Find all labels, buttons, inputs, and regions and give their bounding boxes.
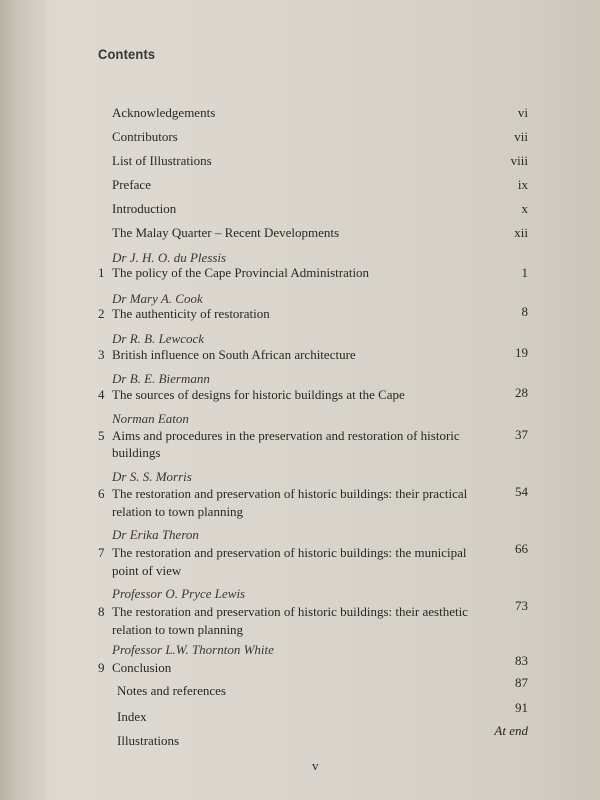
entry-title: List of Illustrations <box>112 153 212 168</box>
chapter-number: 7 <box>98 545 105 560</box>
chapter-title-continued: point of view <box>112 563 182 578</box>
chapter-title: The policy of the Cape Provincial Administration <box>112 265 370 280</box>
entry-page: 87 <box>515 675 528 690</box>
entry-page: ix <box>517 177 528 192</box>
chapter-author: Dr Mary A. Cook <box>112 291 203 306</box>
entry-title: Contributors <box>112 129 178 144</box>
chapter-title-continued: buildings <box>112 445 161 460</box>
entry-title: Preface <box>112 177 151 192</box>
entry-title: Illustrations <box>117 733 180 748</box>
chapter-page: 54 <box>515 484 528 499</box>
chapter-title: Conclusion <box>112 660 172 675</box>
chapter-page: 83 <box>515 653 528 668</box>
chapter-title: The sources of designs for historic buildings at the Cape <box>112 387 405 402</box>
binding-gutter <box>0 0 46 800</box>
chapter-author: Dr Erika Theron <box>112 527 199 542</box>
chapter-author: Dr S. S. Morris <box>112 469 192 484</box>
chapter-author: Dr B. E. Biermann <box>112 371 210 386</box>
chapter-page: 19 <box>515 345 528 360</box>
chapter-page: 28 <box>515 385 528 400</box>
entry-page: vii <box>514 129 528 144</box>
chapter-title: British influence on South African architecture <box>112 347 356 362</box>
chapter-number: 6 <box>98 486 105 501</box>
chapter-number: 4 <box>98 387 105 402</box>
chapter-author: Professor O. Pryce Lewis <box>112 586 246 601</box>
chapter-author: Professor L.W. Thornton White <box>112 642 274 657</box>
contents-heading: Contents <box>98 46 156 62</box>
chapter-page: 1 <box>521 265 528 280</box>
chapter-title: The authenticity of restoration <box>112 306 270 321</box>
chapter-title: The restoration and preservation of historic buildings: their practical <box>112 486 468 501</box>
chapter-author: Norman Eaton <box>112 411 189 426</box>
chapter-number: 8 <box>98 604 105 619</box>
chapter-author: Dr R. B. Lewcock <box>112 331 205 346</box>
entry-page: 91 <box>515 700 528 715</box>
chapter-page: 37 <box>515 427 528 442</box>
entry-page: x <box>521 201 528 216</box>
entry-page: At end <box>494 723 528 738</box>
entry-page: vi <box>517 105 528 120</box>
entry-title: Acknowledgements <box>112 105 216 120</box>
chapter-title: The restoration and preservation of historic buildings: the municipal <box>112 545 467 560</box>
chapter-page: 66 <box>515 541 528 556</box>
chapter-title: The restoration and preservation of historic buildings: their aesthetic <box>112 604 468 619</box>
chapter-title-continued: relation to town planning <box>112 504 244 519</box>
chapter-page: 73 <box>515 598 528 613</box>
chapter-number: 3 <box>98 347 105 362</box>
entry-title: Index <box>117 709 147 724</box>
entry-title: The Malay Quarter – Recent Developments <box>112 225 340 240</box>
page-folio: v <box>312 758 319 773</box>
chapter-author: Dr J. H. O. du Plessis <box>112 250 227 265</box>
entry-page: viii <box>510 153 528 168</box>
entry-page: xii <box>514 225 528 240</box>
chapter-number: 5 <box>98 428 105 443</box>
entry-title: Notes and references <box>117 683 226 698</box>
chapter-page: 8 <box>521 304 528 319</box>
chapter-title-continued: relation to town planning <box>112 622 244 637</box>
chapter-number: 1 <box>98 265 105 280</box>
chapter-title: Aims and procedures in the preservation and restoration of historic <box>112 428 460 443</box>
chapter-number: 2 <box>98 306 105 321</box>
entry-title: Introduction <box>112 201 177 216</box>
chapter-number: 9 <box>98 660 105 675</box>
